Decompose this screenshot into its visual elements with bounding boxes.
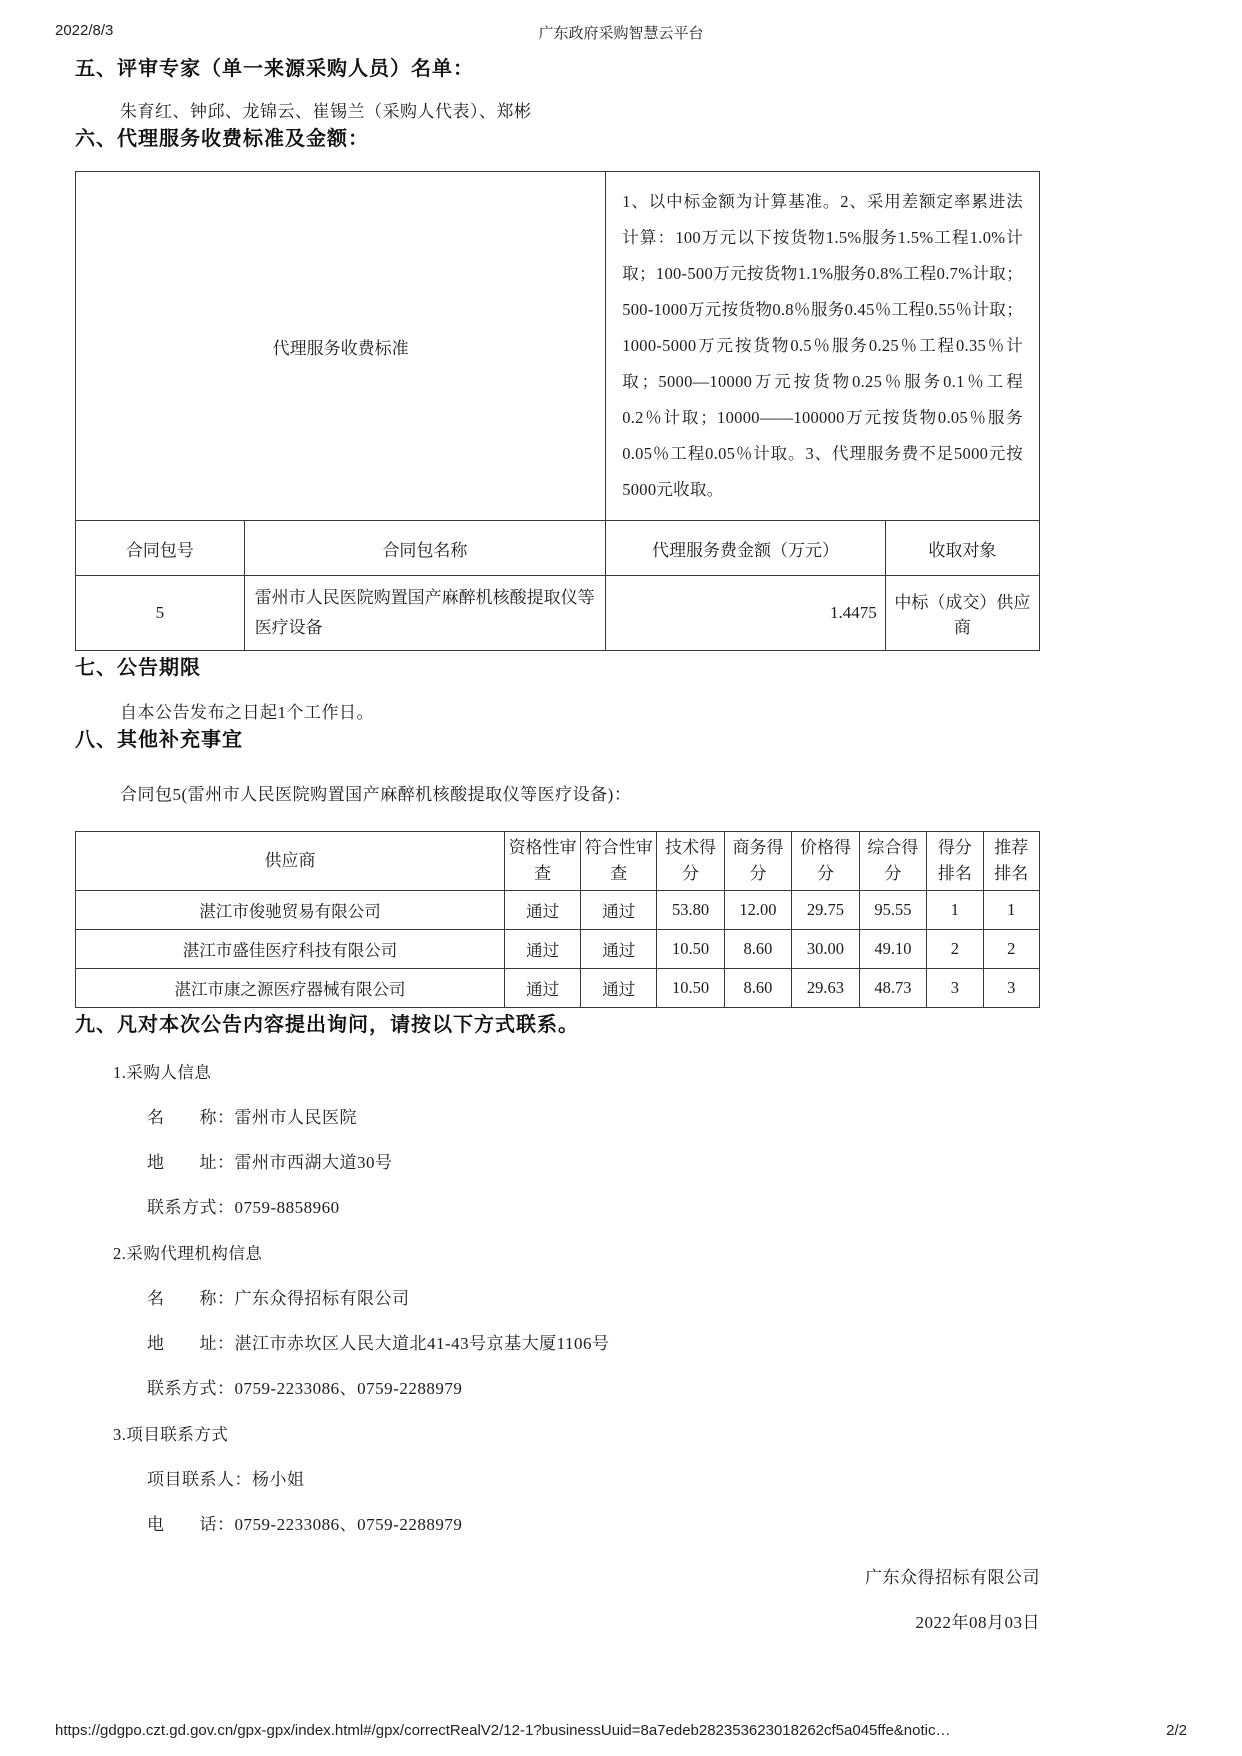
agency-contact-label: 联系方式： — [147, 1379, 235, 1398]
agency-name-label: 名 称： — [147, 1289, 235, 1308]
fee-standard-row — [76, 172, 1040, 521]
section5-heading: 五、评审专家（单一来源采购人员）名单： — [75, 58, 474, 80]
package5-line: 合同包5(雷州市人民医院购置国产麻醉机核酸提取仪等医疗设备)： — [120, 785, 632, 804]
col-package-no: 合同包号 — [76, 521, 245, 576]
col-conformity-review: 符合性审查 — [581, 832, 657, 891]
fee-table — [75, 171, 1040, 651]
package-no: 5 — [76, 576, 245, 651]
recommend-rank: 2 — [983, 930, 1039, 969]
footer-page-number: 2/2 — [1166, 1722, 1187, 1739]
signature-company: 广东众得招标有限公司 — [865, 1568, 1040, 1587]
project-title: 3.项目联系方式 — [113, 1425, 229, 1444]
purchaser-name: 雷州市人民医院 — [234, 1108, 357, 1127]
col-score-rank: 得分排名 — [927, 832, 983, 891]
col-price-score: 价格得分 — [792, 832, 859, 891]
col-fee-amount: 代理服务费金额（万元） — [606, 521, 886, 576]
package-name: 雷州市人民医院购置国产麻醉机核酸提取仪等医疗设备 — [244, 576, 606, 651]
agency-info — [75, 1240, 1040, 1399]
qualification-result: 通过 — [505, 930, 581, 969]
score-row-1 — [76, 891, 1040, 930]
score-row-2 — [76, 930, 1040, 969]
document-body — [75, 52, 1040, 1633]
notice-period-text: 自本公告发布之日起1个工作日。 — [120, 703, 374, 722]
qualification-result: 通过 — [505, 969, 581, 1008]
fee-payer: 中标（成交）供应商 — [885, 576, 1039, 651]
section7-heading: 七、公告期限 — [75, 657, 201, 679]
agency-contact: 0759-2233086、0759-2288979 — [234, 1379, 463, 1398]
price-score: 29.75 — [792, 891, 859, 930]
section6-heading: 六、代理服务收费标准及金额： — [75, 128, 369, 150]
score-row-3 — [76, 969, 1040, 1008]
technical-score: 10.50 — [657, 930, 724, 969]
expert-names: 朱育红、钟邱、龙锦云、崔锡兰（采购人代表）、郑彬 — [120, 102, 532, 121]
project-phone: 0759-2233086、0759-2288979 — [234, 1515, 463, 1534]
conformity-result: 通过 — [581, 930, 657, 969]
print-footer — [55, 1722, 1187, 1742]
agency-addr: 湛江市赤坎区人民大道北41-43号京基大厦1106号 — [234, 1334, 610, 1353]
recommend-rank: 3 — [983, 969, 1039, 1008]
col-supplier: 供应商 — [76, 832, 505, 891]
conformity-result: 通过 — [581, 969, 657, 1008]
technical-score: 53.80 — [657, 891, 724, 930]
purchaser-contact-label: 联系方式： — [147, 1198, 235, 1217]
footer-url: https://gdgpo.czt.gd.gov.cn/gpx-gpx/index.html#/gpx/correctRealV2/12-1?businessUuid=8a7edeb282353623018262cf5a045ffe&notic… — [55, 1722, 951, 1739]
project-person: 杨小姐 — [252, 1470, 305, 1489]
score-rank: 2 — [927, 930, 983, 969]
col-technical-score: 技术得分 — [657, 832, 724, 891]
fee-table-header-row — [76, 521, 1040, 576]
project-person-label: 项目联系人： — [147, 1470, 252, 1489]
score-table-header-row — [76, 832, 1040, 891]
purchaser-contact-line — [75, 1193, 1040, 1218]
purchaser-addr: 雷州市西湖大道30号 — [234, 1153, 393, 1172]
section8-heading: 八、其他补充事宜 — [75, 729, 243, 751]
project-contact-info — [75, 1421, 1040, 1535]
project-phone-label: 电 话： — [147, 1515, 235, 1534]
agency-name: 广东众得招标有限公司 — [234, 1289, 410, 1308]
fee-standard-label: 代理服务收费标准 — [76, 172, 606, 521]
technical-score: 10.50 — [657, 969, 724, 1008]
supplier-name: 湛江市俊驰贸易有限公司 — [76, 891, 505, 930]
agency-addr-line — [75, 1329, 1040, 1354]
recommend-rank: 1 — [983, 891, 1039, 930]
agency-addr-label: 地 址： — [147, 1334, 235, 1353]
agency-name-line — [75, 1284, 1040, 1309]
print-date: 2022/8/3 — [55, 22, 114, 39]
col-total-score: 综合得分 — [859, 832, 926, 891]
signature-block — [75, 1563, 1040, 1633]
qualification-result: 通过 — [505, 891, 581, 930]
total-score: 48.73 — [859, 969, 926, 1008]
price-score: 29.63 — [792, 969, 859, 1008]
agency-contact-line — [75, 1374, 1040, 1399]
score-rank: 1 — [927, 891, 983, 930]
project-person-line — [75, 1465, 1040, 1490]
purchaser-addr-label: 地 址： — [147, 1153, 235, 1172]
purchaser-title: 1.采购人信息 — [113, 1063, 212, 1082]
score-rank: 3 — [927, 969, 983, 1008]
fee-table-data-row — [76, 576, 1040, 651]
section9-heading: 九、凡对本次公告内容提出询问，请按以下方式联系。 — [75, 1014, 579, 1036]
site-title: 广东政府采购智慧云平台 — [538, 25, 704, 42]
business-score: 8.60 — [724, 930, 791, 969]
purchaser-contact: 0759-8858960 — [234, 1198, 340, 1217]
fee-standard-text: 1、以中标金额为计算基准。2、采用差额定率累进法计算：100万元以下按货物1.5%服务1.5%工程1.0%计取；100-500万元按货物1.1%服务0.8%工程0.7%计取；500-1000万元按货物0.8％服务0.45％工程0.55％计取；1000-5000万元按货物0.5％服务0.25％工程0.35％计取；5000—10000万元按货物0.25％服务0.1％工程0.2％计取；10000——100000万元按货物0.05％服务0.05％工程0.05％计取。3、代理服务费不足5000元按5000元收取。 — [606, 172, 1040, 521]
price-score: 30.00 — [792, 930, 859, 969]
fee-amount: 1.4475 — [606, 576, 886, 651]
purchaser-addr-line — [75, 1148, 1040, 1173]
total-score: 49.10 — [859, 930, 926, 969]
total-score: 95.55 — [859, 891, 926, 930]
col-recommend-rank: 推荐排名 — [983, 832, 1039, 891]
agency-title: 2.采购代理机构信息 — [113, 1244, 263, 1263]
supplier-name: 湛江市盛佳医疗科技有限公司 — [76, 930, 505, 969]
business-score: 8.60 — [724, 969, 791, 1008]
print-header — [55, 22, 1187, 44]
purchaser-name-label: 名 称： — [147, 1108, 235, 1127]
col-payer: 收取对象 — [885, 521, 1039, 576]
signature-date: 2022年08月03日 — [915, 1613, 1040, 1632]
col-qualification-review: 资格性审查 — [505, 832, 581, 891]
col-package-name: 合同包名称 — [244, 521, 606, 576]
purchaser-info — [75, 1059, 1040, 1218]
col-business-score: 商务得分 — [724, 832, 791, 891]
supplier-name: 湛江市康之源医疗器械有限公司 — [76, 969, 505, 1008]
purchaser-name-line — [75, 1103, 1040, 1128]
conformity-result: 通过 — [581, 891, 657, 930]
business-score: 12.00 — [724, 891, 791, 930]
score-table — [75, 831, 1040, 1008]
project-phone-line — [75, 1510, 1040, 1535]
